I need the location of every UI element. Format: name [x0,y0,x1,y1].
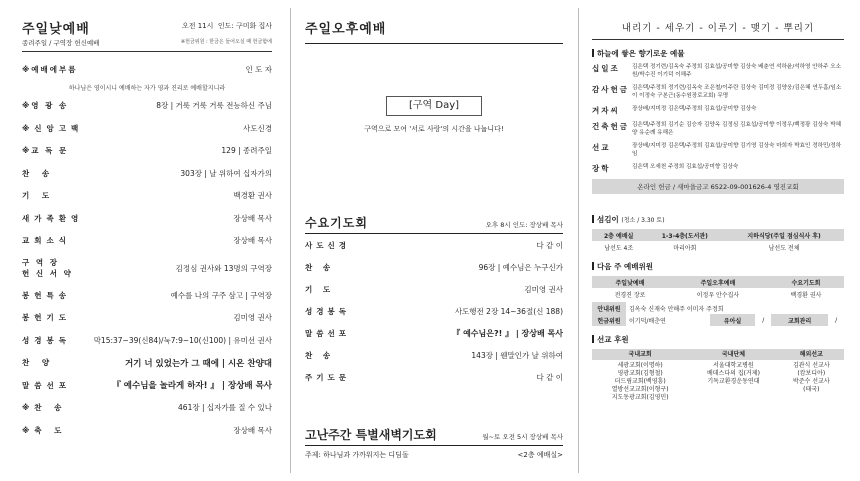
order-row [22,207,272,230]
order-value: 막15:37~39(신84)/눅7:9~10(신100) | 유미선 권사 [93,335,272,345]
helpers-table [592,302,844,326]
morning-subnote: ※헌금위원 : 한금은 들어오실 때 헌금함에 [180,39,272,45]
section-bar-icon [592,335,594,343]
morning-subtitle: 종려주일 / 구역장 헌신예배 [22,39,100,47]
order-value: 다 같 이 [536,372,563,382]
order-value: 장상배 목사 [233,213,272,223]
counter-value: 이기덕/배춘연 [629,317,666,325]
order-label: 주기도문 [305,372,350,382]
next-week-cell: 이정우 안수집사 [696,291,740,299]
morning-time: 오전 11시 [181,22,214,30]
order-row [305,256,563,278]
usher-head: 1-3-4층(도서관) [645,229,724,241]
scripture-note: 하나님은 영이시니 예배하는 자가 영과 진리로 예배할지니라 [68,85,226,92]
order-label: 찬 양 [22,358,55,368]
order-row [22,419,272,442]
order-value: 김정심 권사와 13명의 구역장 [175,263,272,273]
order-value: 인 도 자 [245,64,272,74]
order-value: 사도행전 2장 14~36절(신 188) [454,306,563,316]
mission-title-text: 선교 후원 [597,335,629,344]
order-label: ※영 광 송 [22,101,69,111]
next-week-head: 수요기도회 [768,276,844,288]
offering-names: 장상배/지미정 김은택/주정희 김효섭/공미향 김기영 김상숙 마희자 박효인 정하민/정하임 [632,143,842,157]
order-row [22,374,272,397]
order-label: 찬 송 [305,262,335,272]
order-row [22,284,272,307]
order-row [305,344,563,366]
order-row [22,140,272,163]
wednesday-time: 오후 8시 인도: 장상배 목사 [485,221,563,229]
order-row [22,230,272,253]
order-label: 기 도 [22,191,55,201]
order-row [22,329,272,352]
wednesday-order [305,234,563,388]
gruop-day-box: [구역 Day] [386,96,482,116]
order-label: ※찬 송 [22,403,67,413]
middle-column [305,18,563,459]
order-label: ※신앙고백 [22,123,84,133]
order-row [22,117,272,140]
mission-item: 베데스다의 집(거제) [706,369,760,377]
mission-table [592,349,844,403]
offering-names: 김은택/주정희 정기련/김옥숙 조은철/이주란 김상숙 김미정 김양웅/김은혜 연두흠/임소이 이정숙 구본근(동수원장로교회) 무명 [632,85,842,99]
counter-label: 헌금위원 [592,314,626,326]
order-value: 장상배 목사 [233,425,272,435]
morning-order [22,58,272,442]
section-bar-icon [592,49,594,57]
right-column [592,20,844,403]
mission-item: (캄보디아) [797,369,826,377]
dawn-time: 월~토 오전 5시 장상배 목사 [482,433,563,441]
order-row [305,234,563,256]
order-row [22,252,272,284]
mission-item: 영광교회(김형철) [617,369,663,377]
usher-cell: 남선도 4조 [604,244,634,252]
next-week-head: 주일오후예배 [668,276,768,288]
order-value: 303장 | 날 위하여 십자가의 [180,168,272,178]
offering-type: 십일조 [592,64,620,73]
morning-leader: 인도: 구미화 집사 [217,22,272,30]
gruop-day-message: 구역으로 모여 '서로 사랑'의 시간을 나눕니다! [364,125,504,133]
mission-cell [779,360,844,403]
order-row [22,185,272,208]
offering-row [592,63,844,79]
offering-type: 장학 [592,164,611,173]
mission-head: 해외선교 [779,349,844,360]
section-bar-icon [592,262,594,270]
order-row [22,352,272,375]
mission-item: 박준수 선교사 [792,377,830,385]
order-label: 성경봉독 [305,306,350,316]
order-row [305,366,563,388]
offering-type: 겨자씨 [592,106,620,115]
mission-item: 열방선교교회(이형구) [611,385,669,393]
next-week-section-title [592,261,844,272]
usher-head: 지하식당(주일 점심식사 후) [724,229,844,241]
mission-item: 세광교회(이명하) [617,361,663,369]
order-value: 8장 | 거룩 거룩 거룩 전능하신 주님 [156,101,272,111]
order-value: 백경환 권사 [233,191,272,201]
mission-item: 더드림교회(백영흥) [614,377,666,385]
order-row [22,307,272,330]
offering-row [592,142,844,158]
order-value: 거기 너 있었는가 그 때에 | 시온 찬양대 [125,358,272,369]
order-label: ※예배에부름 [22,64,78,74]
offering-type: 감사헌금 [592,85,629,94]
order-value: 『 예수님은?! 』 | 장상배 목사 [452,328,563,338]
order-label: 말씀선포 [305,328,350,338]
order-value: 김미영 권사 [524,284,563,294]
order-value: 143장 | 웬말인가 날 위하여 [471,350,563,360]
mission-item: 기독교환경운동연대 [707,377,760,385]
order-row [22,95,272,118]
order-value: 다 같 이 [536,240,563,250]
mission-item: (태국) [803,385,820,393]
admin-value: / [835,316,838,324]
morning-subtitle-bar [22,38,272,52]
offering-type: 선교 [592,143,611,152]
order-value: 129 | 종려주일 [221,146,272,156]
order-label: 사도신경 [305,240,350,250]
order-row [22,162,272,185]
order-label: 새가족환영 [22,213,84,223]
wednesday-title: 수요기도회 [305,216,368,230]
order-row [22,58,272,81]
mission-item: 지도동광교회(김영민) [611,393,669,401]
offering-row [592,84,844,100]
order-label: 교회소식 [22,236,71,246]
mission-item: 김관식 선교사 [792,361,830,369]
next-week-table [592,276,844,300]
offering-section-title [592,48,844,59]
order-value: 『 예수님을 놀라게 하자! 』 | 장상배 목사 [112,381,272,392]
guide-value: 김옥숙 신재숙 안해주 이미자 주정희 [629,305,724,313]
order-value: 96장 | 예수님은 누구신가 [478,262,563,272]
order-value: 461장 | 십자가를 질 수 있나 [178,403,272,413]
section-bar-icon [592,215,594,223]
order-label: 성경봉독 [22,335,71,345]
mission-cell [592,360,688,403]
order-label: ※교 독 문 [22,146,69,156]
usher-subtitle: (청소 / 3.30 토) [621,217,665,224]
order-row [305,300,563,322]
order-label: 찬 송 [22,168,55,178]
usher-head: 2층 예배실 [592,229,645,241]
order-label: 기 도 [305,284,335,294]
online-offering: 온라인 헌금 / 새마을금고 6522-09-001626-4 영진교회 [592,179,844,194]
order-label: 찬 송 [305,350,335,360]
mission-item: 서울대학교병원 [713,361,754,369]
offering-type: 건축헌금 [592,122,629,131]
next-week-cell: 전경진 장로 [614,291,646,299]
afternoon-title: 주일오후예배 [305,18,563,44]
next-week-head: 주일낮예배 [592,276,668,288]
guide-label: 안내위원 [592,302,626,314]
morning-title: 주일낮예배 [22,22,90,37]
offering-names: 김은택 오세천 주정희 김효섭/공미향 김상숙 [632,164,739,170]
order-label: 봉헌기도 [22,313,71,323]
usher-section-title [592,214,844,225]
order-label: ※축 도 [22,425,67,435]
order-row [22,81,272,95]
offering-title-text: 하늘에 쌓은 향기로운 예물 [597,49,685,58]
nursery-label: 유아실 [710,314,756,326]
order-label: 구 역 장 헌 신 서 약 [22,258,73,278]
church-motto: 내리기 - 세우기 - 이루기 - 맺기 - 뿌리기 [592,20,844,40]
mission-cell [688,360,778,403]
dawn-prayer [305,426,563,460]
next-week-title-text: 다음 주 예배위원 [597,262,653,271]
offering-row [592,105,844,116]
admin-label: 교회관리 [771,314,828,326]
next-week-cell: 백경환 권사 [790,291,822,299]
offering-list [592,63,844,174]
usher-title-text: 섬김이 [597,215,619,224]
usher-cell: 마리아회 [673,244,697,252]
order-row [22,397,272,420]
order-value: 예수를 나의 구주 삼고 | 구역장 [170,290,272,300]
mission-head: 국내단체 [688,349,778,360]
dawn-theme: 주제: 하나님과 가까워지는 디딤돌 [305,451,409,459]
offering-names: 김은택/주정희 김기순 김승자 김양옥 김정심 김효섭/공미향 이정우/백정광 김상숙 박혜양 유순례 유해은 [632,122,842,136]
offering-row [592,121,844,137]
offering-names: 장상배/지미정 김은택/주정희 김효섭/공미향 김상숙 [632,106,757,112]
dawn-location: <2층 예배실> [517,451,563,459]
dawn-title: 고난주간 특별새벽기도회 [305,428,437,442]
order-value: 장상배 목사 [233,236,272,246]
order-label: 말씀선포 [22,380,71,390]
offering-row [592,163,844,174]
nursery-value: / [762,316,765,324]
mission-section-title [592,334,844,345]
order-label: 봉헌특송 [22,290,71,300]
column-divider [290,8,291,473]
order-value: 사도신경 [243,123,272,133]
offering-names: 김은택 정기련/김옥숙 주정희 김효섭/공미향 김상숙 배춘연 석하윤/석하영 안하주 오소원/박수진 이기덕 이해주 [632,64,842,78]
morning-time-leader [182,21,272,31]
order-row [305,322,563,344]
usher-table [592,229,844,253]
morning-service [22,18,272,442]
order-value: 김미영 권사 [233,313,272,323]
order-row [305,278,563,300]
column-divider [578,8,579,473]
mission-head: 국내교회 [592,349,688,360]
wednesday-service [305,214,563,388]
usher-cell: 남선도 전체 [768,244,800,252]
